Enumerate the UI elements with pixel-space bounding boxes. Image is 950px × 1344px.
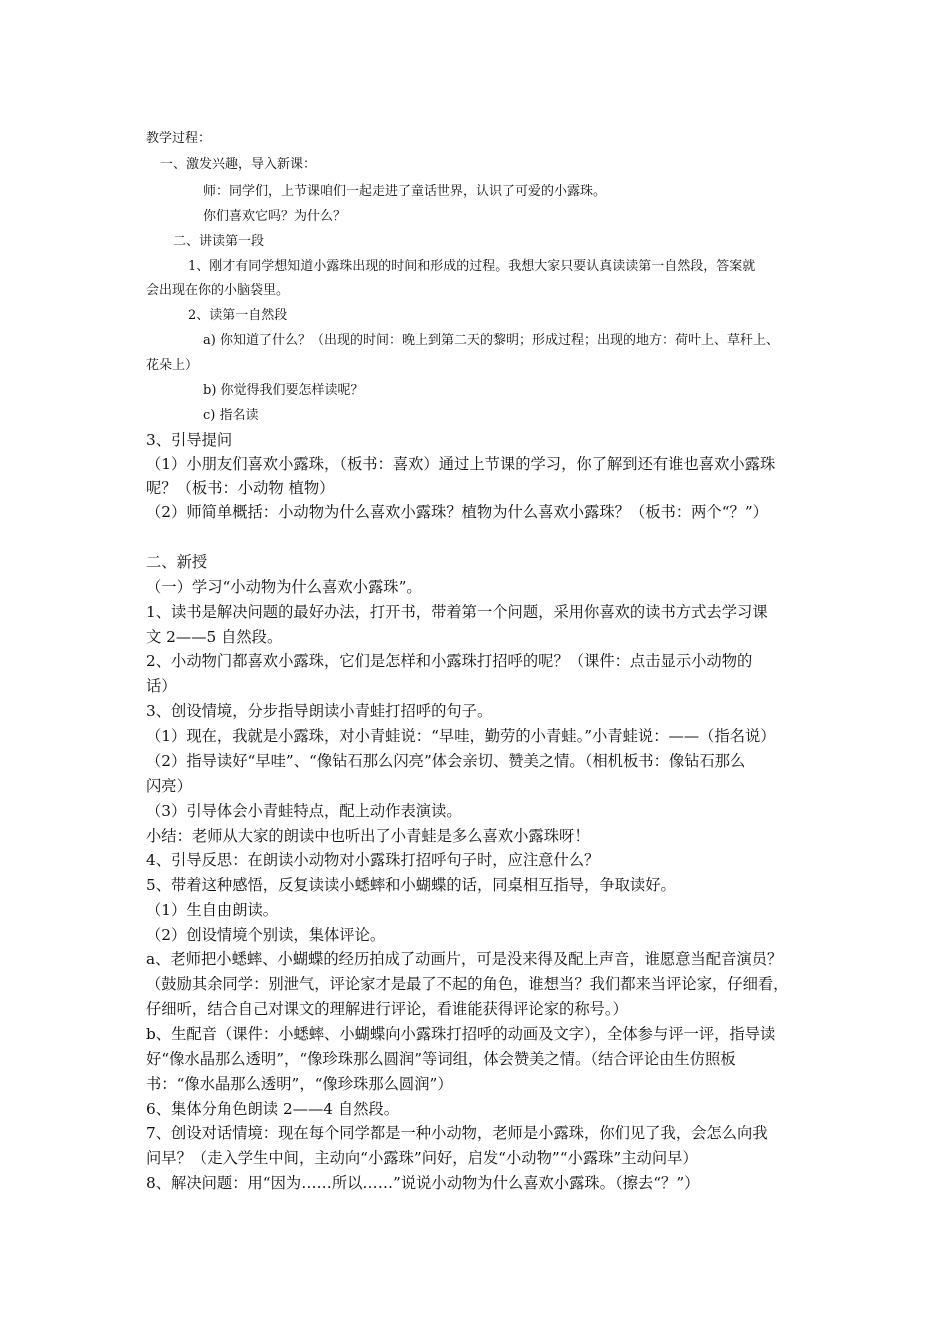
paragraph-line: 呢？（板书：小动物 植物）	[146, 479, 335, 497]
paragraph-line: 会出现在你的小脑袋里。	[146, 283, 290, 298]
paragraph-line: 文 2——5 自然段。	[146, 628, 283, 646]
subheading: （一）学习“小动物为什么喜欢小露珠”。	[146, 578, 422, 596]
paragraph-line: 3、创设情境，分步指导朗读小青蛙打招呼的句子。	[146, 702, 493, 720]
paragraph-line: （1）小朋友们喜欢小露珠，（板书：喜欢）通过上节课的学习，你了解到还有谁也喜欢小露珠	[146, 455, 776, 473]
paragraph-line: a、老师把小蟋蟀、小蝴蝶的经历拍成了动画片，可是没来得及配上声音，谁愿意当配音演员？	[146, 950, 783, 968]
paragraph-line: 小结：老师从大家的朗读中也听出了小青蛙是多么喜欢小露珠呀！	[146, 827, 590, 845]
paragraph-line: （2）指导读好“早哇”、“像钻石那么闪亮”体会亲切、赞美之情。（相机板书：像钻石那么	[146, 752, 746, 770]
list-item: c) 指名读	[203, 408, 259, 423]
paragraph-line: 4、引导反思：在朗读小动物对小露珠打招呼句子时，应注意什么？	[146, 851, 600, 869]
paragraph-line: 你们喜欢它吗？为什么？	[203, 209, 347, 224]
list-item: b) 你觉得我们要怎样读呢？	[203, 383, 364, 398]
paragraph-line: （鼓励其余同学：别泄气，评论家才是最了不起的角色，谁想当？我们都来当评论家，仔细看，	[146, 975, 789, 993]
paragraph-line: 6、集体分角色朗读 2——4 自然段。	[146, 1100, 400, 1118]
paragraph-line: 5、带着这种感悟，反复读读小蟋蟀和小蝴蝶的话，同桌相互指导，争取读好。	[146, 876, 676, 894]
section-heading: 教学过程：	[146, 131, 212, 146]
paragraph-line: 1、刚才有同学想知道小露珠出现的时间和形成的过程。我想大家只要认真读读第一自然段，答案就	[188, 259, 756, 274]
paragraph-line: （1）现在，我就是小露珠，对小青蛙说：“早哇，勤劳的小青蛙。”小青蛙说：——（指名说）	[146, 727, 776, 745]
paragraph-line: 闪亮）	[146, 777, 192, 795]
subheading: 一、激发兴趣，导入新课：	[160, 157, 317, 172]
paragraph-line: b、生配音（课件：小蟋蟀、小蝴蝶向小露珠打招呼的动画及文字），全体参与评一评，指导读	[146, 1025, 776, 1043]
paragraph-line: 花朵上）	[146, 358, 199, 373]
subheading: 二、讲读第一段	[173, 234, 265, 249]
paragraph-line: 好“像水晶那么透明”，“像珍珠那么圆润”等词组，体会赞美之情。（结合评论由生仿照板	[146, 1050, 736, 1068]
paragraph-line: 师：同学们，上节课咱们一起走进了童话世界，认识了可爱的小露珠。	[203, 184, 607, 199]
paragraph-line: （2）创设情境个别读，集体评论。	[146, 926, 386, 944]
paragraph-line: 问早？（走入学生中间，主动向“小露珠”问好，启发“小动物”“小露珠”主动问早）	[146, 1149, 698, 1167]
paragraph-line: （1）生自由朗读。	[146, 901, 279, 919]
paragraph-line: 话）	[146, 677, 177, 695]
subheading: 3、引导提问	[146, 431, 233, 449]
paragraph-line: 仔细听，结合自己对课文的理解进行评论，看谁能获得评论家的称号。）	[146, 1000, 628, 1018]
list-item: a) 你知道了什么？（出现的时间：晚上到第二天的黎明；形成过程；出现的地方：荷叶上、草秆上、	[203, 333, 779, 348]
paragraph-line: （3）引导体会小青蛙特点，配上动作表演读。	[146, 802, 462, 820]
section-heading: 二、新授	[146, 553, 208, 571]
paragraph-line: （2）师简单概括：小动物为什么喜欢小露珠？植物为什么喜欢小露珠？（板书：两个“？”）	[146, 503, 768, 521]
paragraph-line: 书：“像水晶那么透明”，“像珍珠那么圆润”）	[146, 1075, 453, 1093]
subheading: 2、读第一自然段	[188, 308, 288, 323]
paragraph-line: 8、解决问题：用“因为……所以……”说说小动物为什么喜欢小露珠。（擦去“？”）	[146, 1174, 700, 1192]
paragraph-line: 1、读书是解决问题的最好办法，打开书，带着第一个问题，采用你喜欢的读书方式去学习课	[146, 603, 768, 621]
paragraph-line: 2、小动物门都喜欢小露珠，它们是怎样和小露珠打招呼的呢？（课件：点击显示小动物的	[146, 652, 753, 670]
paragraph-line: 7、创设对话情境：现在每个同学都是一种小动物，老师是小露珠，你们见了我，会怎么向我	[146, 1124, 768, 1142]
